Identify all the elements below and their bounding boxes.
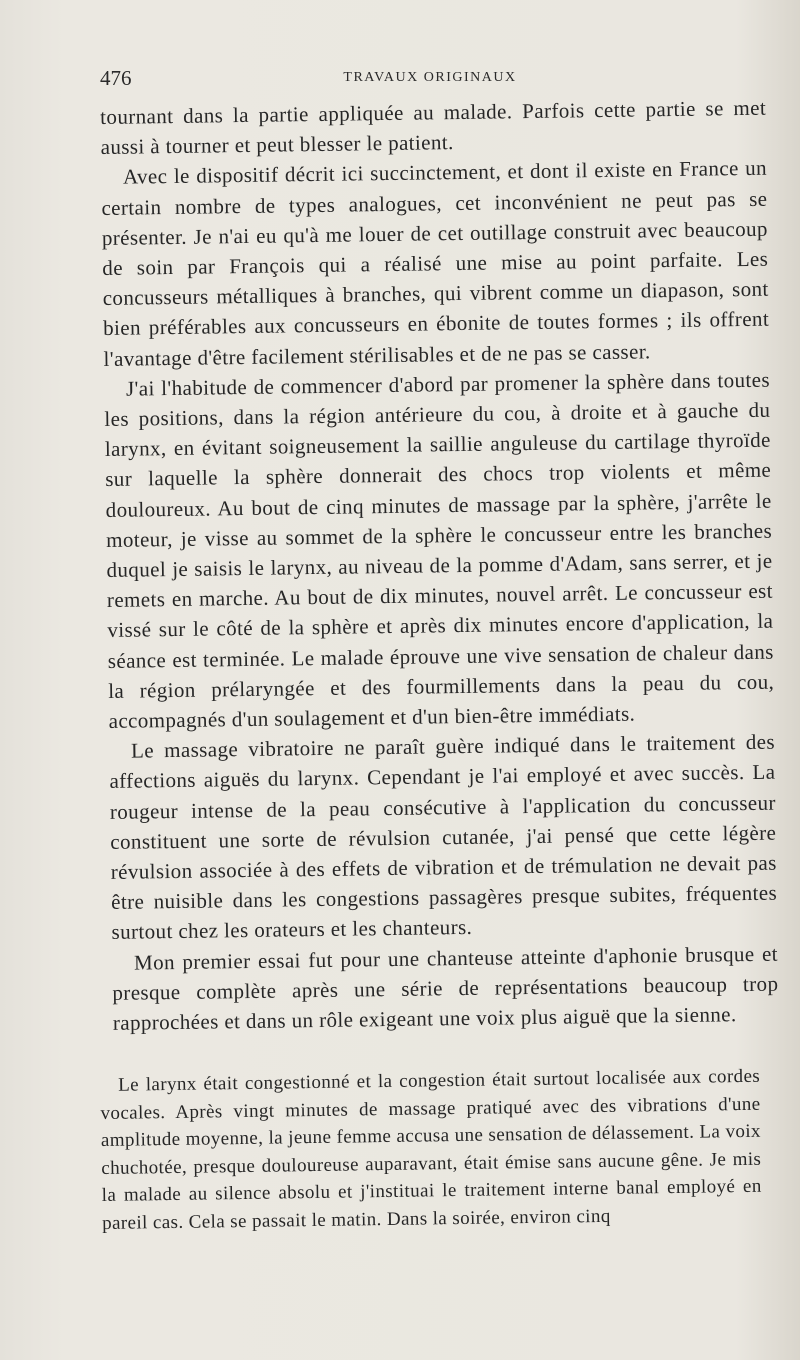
small-print-text [100, 1063, 762, 1237]
small-paragraph: Le larynx était congestionné et la congestion était surtout localisée aux cordes vocales. Après vingt minutes de massage pratiqué avec des vibrations d'une amplitude moyenne, la jeune femme accusa une sensation de délassement. La voix chuchotée, presque douloureuse auparavant, était émise sans aucune gêne. Je mis la malade au silence absolu et j'instituai le traitement interne banal employé en pareil cas. Cela se passait le matin. Dans la soirée, environ cinq [100, 1065, 762, 1234]
paragraph: Avec le dispositif décrit ici succinctement, et dont il existe en France un certain nombre de types analogues, cet inconvénient ne peut pas se présenter. Je n'ai eu qu'à me louer de cet outillage construit avec beaucoup de soin par François qui a réalisé une mise au point parfaite. Les concusseurs métalliques à branches, qui vibrent comme un diapason, sont bien préférables aux concusseurs en ébonite de toutes formes ; ils offrent l'avantage d'être facilement stérilisables et de ne pas se casser. [101, 156, 770, 371]
main-text [100, 93, 779, 1039]
running-head: TRAVAUX ORIGINAUX [343, 70, 517, 85]
paragraph: Mon premier essai fut pour une chanteuse atteinte d'aphonie brusque et presque complète après une série de représentations beaucoup trop rapprochées et dans un rôle exigeant une voix plus aiguë que la sienne. [112, 941, 779, 1036]
paragraph: tournant dans la partie appliquée au malade. Parfois cette partie se met aussi à tourner et peut blesser le patient. [100, 95, 767, 160]
page-number: 476 [100, 66, 132, 90]
paragraph: J'ai l'habitude de commencer d'abord par promener la sphère dans toutes les positions, dans la région antérieure du cou, à droite et à gauche du larynx, en évitant soigneusement la saillie anguleuse du cartilage thyroïde sur laquelle la sphère donnerait des chocs trop violents et même douloureux. Au bout de cinq minutes de massage par la sphère, j'arrête le moteur, je visse au sommet de la sphère le concusseur entre les branches duquel je saisis le larynx, au niveau de la pomme d'Adam, sans serrer, et je remets en marche. Au bout de dix minutes, nouvel arrêt. Le concusseur est vissé sur le côté de la sphère et après dix minutes encore d'application, la séance est terminée. Le malade éprouve une vive sensation de chaleur dans la région prélaryngée et des fourmillements dans la peau du cou, accompagnés d'un soulagement et d'un bien-être immédiats. [104, 367, 775, 734]
page-header [100, 66, 760, 90]
paragraph: Le massage vibratoire ne paraît guère indiqué dans le traitement des affections aiguës du larynx. Cependant je l'ai employé et avec succès. La rougeur intense de la peau consécutive à l'application du concusseur constituent une sorte de révulsion cutanée, j'ai pensé que cette légère révulsion associée à des effets de vibration et de trémulation ne devait pas être nuisible dans les congestions passagères presque subites, fréquentes surtout chez les orateurs et les chanteurs. [109, 729, 778, 945]
